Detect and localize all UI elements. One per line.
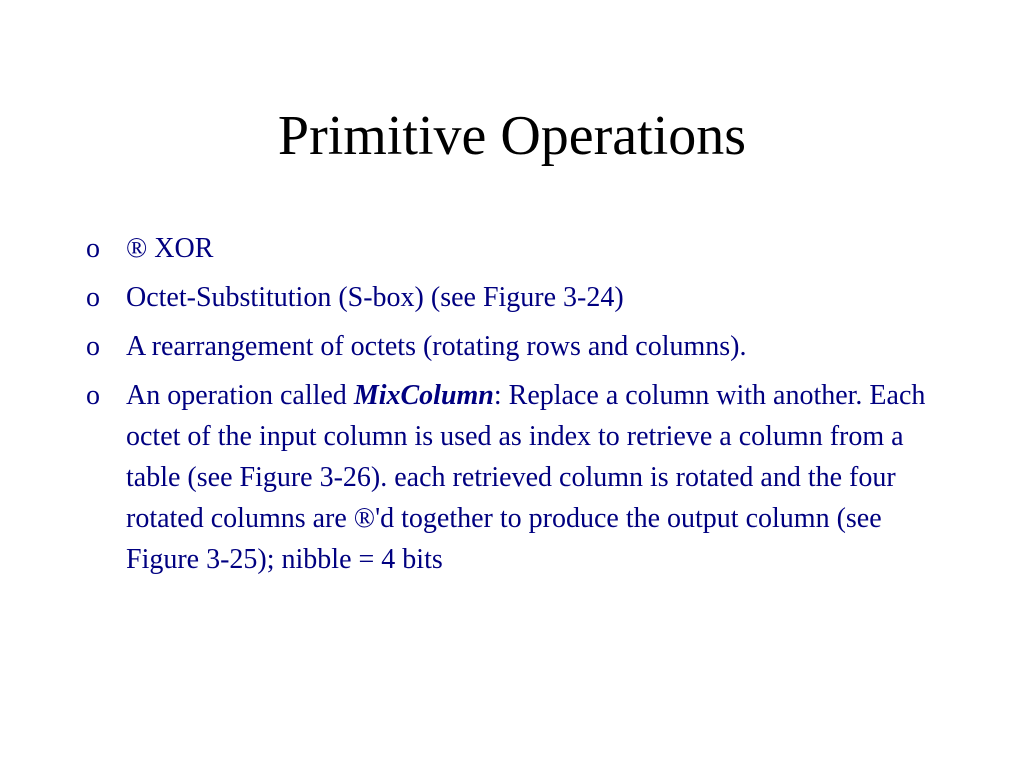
bullet-marker: o <box>86 380 100 411</box>
bullet-text-before: An operation called <box>126 380 354 411</box>
bullet-xor <box>86 228 946 269</box>
slide-title: Primitive Operations <box>277 105 747 167</box>
bullet-text: Octet-Substitution (S-box) (see Figure 3-24) <box>126 282 624 313</box>
bullet-marker: o <box>86 331 100 362</box>
bullet-marker: o <box>86 233 100 264</box>
bullet-rearrangement <box>86 326 946 367</box>
bullet-text-after: : Replace a column with another. Each octet of the input column is used as index to retrieve a column from a table (see Figure 3-26). each retrieved column is rotated and the four rotated columns are ®'d together to produce the output column (see Figure 3-25); nibble = 4 bits <box>126 380 926 575</box>
bullet-octet-substitution <box>86 277 946 318</box>
bullet-marker: o <box>86 282 100 313</box>
bullet-text: A rearrangement of octets (rotating rows and columns). <box>126 331 747 362</box>
bullet-list <box>86 228 946 588</box>
bullet-mixcolumn <box>86 375 946 580</box>
bullet-text: ® XOR <box>126 233 214 264</box>
mixcolumn-term: MixColumn <box>353 380 494 411</box>
